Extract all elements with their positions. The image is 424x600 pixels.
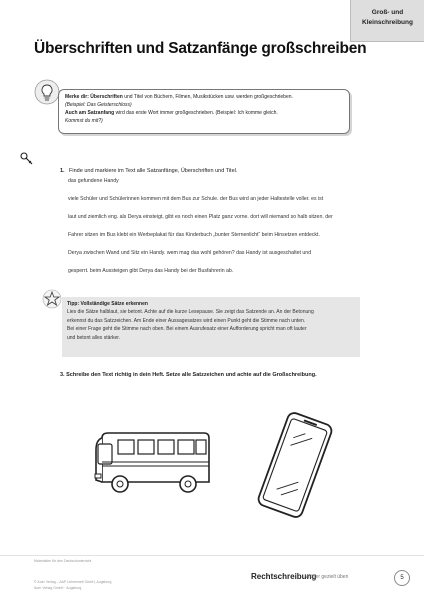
tip-box (62, 297, 360, 357)
tip-star-icon (42, 289, 62, 309)
merke-box (58, 89, 350, 134)
footer-note-3: Auer Verlag GmbH · Augsburg (34, 586, 82, 590)
task1-heading (60, 159, 237, 177)
tip-title: Tipp: Vollständige Sätze erkennen (67, 301, 148, 307)
text-line-4: Fahrer sitzen im Bus klebt ein Werbeplakat für das Kinderbuch „bunter Sternenlicht“ beim Hinsetzen entdeckt. (68, 232, 320, 238)
merke-lead: Merke dir: (65, 94, 89, 100)
text-line-3: laut und ziemlich eng. als Derya einsteigt, gibt es noch einen Platz ganz vorne. dort will niemand so halb sitzen. der (68, 214, 333, 220)
merke-rest3: wird das erste Wort immer großgeschrieben. (Beispiel: Ich komme gleich. (115, 110, 278, 116)
tip-line-4: und betont alles stärker. (67, 334, 121, 341)
page-number: 5 (394, 570, 410, 586)
topic-tag-line1: Groß- und (371, 9, 404, 16)
lightbulb-icon (34, 79, 60, 105)
merke-line2: (Beispiel: Das Geisterschloss) (65, 102, 132, 108)
text-line-5: Derya zwischen Wand und Sitz ein Handy. wem mag das wohl gehören? das Handy ist ausgeschaltet und (68, 250, 312, 256)
merke-line4: Kommst du mit?) (65, 118, 103, 124)
task3-number: 3. (60, 372, 65, 378)
topic-tag-line2: Kleinschreibung (362, 19, 413, 26)
footer-brand: Rechtschreibung (251, 572, 317, 581)
footer-divider (0, 555, 424, 556)
merke-term1: Überschriften (90, 94, 123, 100)
tip-line-2: erkennst du das Satzzeichen. Am Ende einer Aussagesatzes wird einen Punkt geht die Stimme nach unten. (67, 317, 306, 324)
footer-note-1: Materialien für den Deutschunterricht (34, 559, 92, 563)
task3-instruction: Schreibe den Text richtig in dein Heft. Setze alle Satzzeichen und achte auf die Großschreibung. (66, 372, 317, 378)
page-title: Überschriften und Satzanfänge großschreiben (34, 40, 367, 57)
merke-line1 (65, 93, 343, 101)
tip-line-1: Lies die Sätze halblaut, sie betont. Achte auf die kurze Lesepause. Sie zeigt das Satzende an. An der Betonung (67, 309, 314, 316)
merke-line3 (65, 109, 343, 117)
task3-heading (60, 372, 317, 378)
merke-term2: Auch am Satzanfang (65, 110, 115, 116)
topic-tag (350, 0, 424, 42)
text-line-2: viele Schüler und Schülerinnen kommen mit dem Bus zur Schule. der Bus wird an jeder Haltestelle voller. es ist (68, 196, 324, 202)
footer-note-2: © Auer Verlag – AAP Lehrerwelt GmbH, Augsburg (34, 580, 112, 584)
bus-illustration (92, 430, 212, 500)
text-line-1: das gefundene Handy (68, 178, 119, 184)
task1-instruction: Finde und markiere im Text alle Satzanfänge, Überschriften und Titel. (69, 168, 238, 174)
text-line-6: gesperrt. beim Aussteigen gibt Derya das Handy bei der Busfahrerin ab. (68, 268, 234, 274)
phone-illustration (250, 410, 340, 520)
footer-brand-sub: Wörter gezielt üben (305, 574, 349, 580)
merke-rest1: und Titel von Büchern, Filmen, Musikstücken usw. werden großgeschrieben. (124, 94, 293, 100)
tip-line-3: Bei einer Frage geht die Stimme nach oben. Bei einem Ausrufesatz einer Aufforderung spricht man oft lauter (67, 326, 307, 333)
highlighter-icon (18, 150, 34, 166)
task1-number: 1. (60, 168, 65, 174)
